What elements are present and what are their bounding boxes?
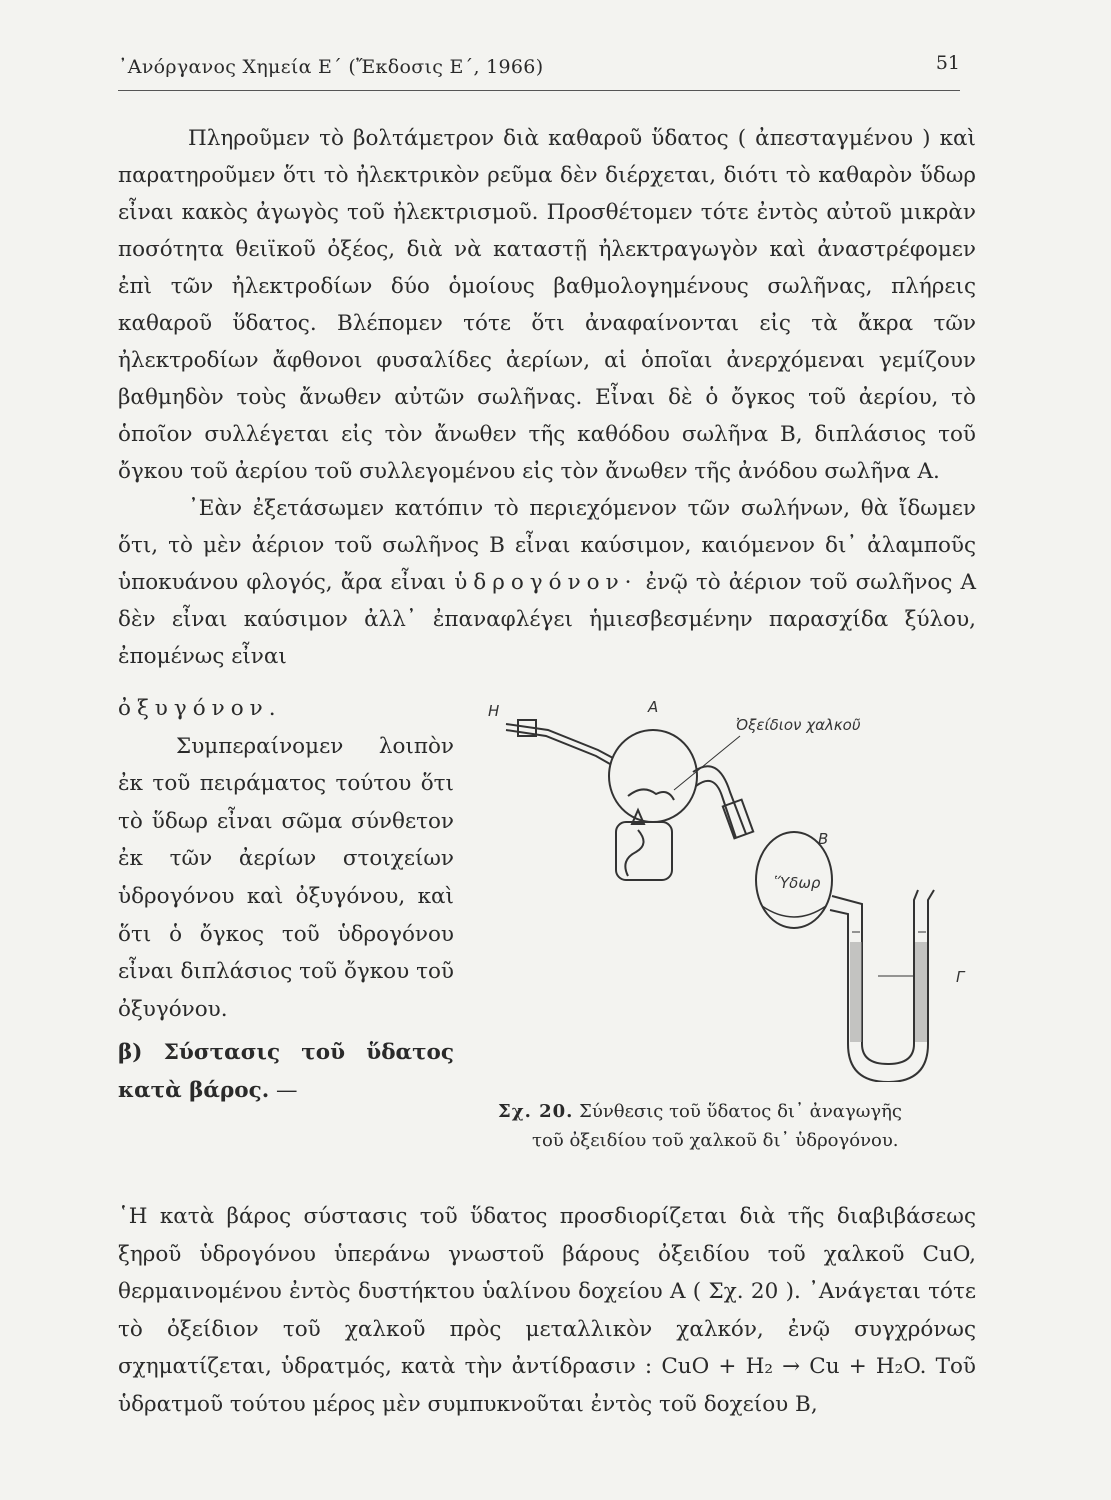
caption-text-2: τοῦ ὀξειδίου τοῦ χαλκοῦ δι᾿ ὑδρογόνου. [532, 1130, 899, 1151]
rubber-joint [723, 800, 753, 839]
figure-caption [498, 1097, 978, 1155]
figure-20 [478, 692, 983, 1082]
label-water: Ὕδωρ [774, 874, 821, 892]
figure-number: Σχ. 20. [498, 1101, 574, 1122]
caption-text-1: Σύνθεσις τοῦ ὕδατος δι᾿ ἀναγωγῆς [579, 1101, 902, 1122]
label-g: Γ [956, 968, 965, 986]
label-h: Η [488, 702, 500, 720]
copper-oxide-pile [628, 789, 674, 800]
apparatus-diagram [478, 692, 983, 1082]
paragraph-3: Συμπεραίνομεν λοιπὸν ἐκ τοῦ πειράματος τούτου ὅτι τὸ ὕδωρ εἶναι σῶμα σύνθετον ἐκ τῶν ἀερίων στοιχείων ὑδρογόνου καὶ ὀξυγόνου, καὶ ὅτι ὁ ὄγκος τοῦ ὑδρογόνου εἶναι διπλάσιος τοῦ ὄγκου τοῦ ὀξυγόνου. [118, 733, 454, 1022]
running-title: ᾿Ανόργανος Χημεία Ε΄ (Ἔκδοσις Ε΄, 1966) [118, 56, 544, 78]
paragraph-4-start [118, 1034, 454, 1109]
paragraph-2-mid: ἐνῷ τὸ ἀέριον τοῦ σωλῆνος Α δὲν εἶναι καύσιμον ἀλλ᾿ ἐπαναφλέγει ἡμιεσβεσμένην παρασχίδα ξύλου, ἐπομένως εἶναι [118, 570, 977, 669]
word-hydrogen: ὑδρογόνον· [454, 570, 638, 595]
word-oxygen: ὀξυγόνον. [118, 696, 282, 721]
running-header [118, 44, 960, 91]
left-column-text [118, 690, 454, 1110]
burner-coil [625, 830, 643, 876]
label-a: Α [648, 698, 659, 716]
oxygen-line [118, 690, 454, 728]
section-dash: — [269, 1077, 298, 1103]
page-number: 51 [935, 52, 960, 74]
paragraph-1: Πληροῦμεν τὸ βολτάμετρον διὰ καθαροῦ ὕδατος ( ἀπεσταγμένου ) καὶ παρατηροῦμεν ὅτι τὸ ἠλεκτρικὸν ρεῦμα δὲν διέρχεται, διότι τὸ καθαρὸν ὕδωρ εἶναι κακὸς ἀγωγὸς τοῦ ἠλεκτρισμοῦ. Προσθέτομεν τότε ἐντὸς αὐτοῦ μικρὰν ποσότητα θειϊκοῦ ὀξέος, διὰ νὰ καταστῇ ἠλεκτραγωγὸν καὶ ἀναστρέφομεν ἐπὶ τῶν ἠλεκτροδίων δύο ὁμοίους βαθμολογημένους σωλῆνας, πλήρεις καθαροῦ ὕδατος. Βλέπομεν τότε ὅτι ἀναφαίνονται εἰς τὰ ἄκρα τῶν ἠλεκτροδίων ἄφθονοι φυσαλίδες ἀερίων, αἱ ὁποῖαι ἀνερχόμεναι γεμίζουν βαθμηδὸν τοὺς ἄνωθεν αὐτῶν σωλῆνας. Εἶναι δὲ ὁ ὄγκος τοῦ ἀερίου, τὸ ὁποῖον συλλέγεται εἰς τὸν ἄνωθεν τῆς καθόδου σωλῆνα Β, διπλάσιος τοῦ ὄγκου τοῦ ἀερίου τοῦ συλλεγομένου εἰς τὸν ἄνωθεν τῆς ἀνόδου σωλῆνα Α. [118, 126, 976, 484]
paragraph-4: ῾Η κατὰ βάρος σύστασις τοῦ ὕδατος προσδιορίζεται διὰ τῆς διαβιβάσεως ξηροῦ ὑδρογόνου ὑπεράνω γνωστοῦ βάρους ὀξειδίου τοῦ χαλκοῦ CuO, θερμαινομένου ἐντὸς δυστήκτου ὑαλίνου δοχείου Α ( Σχ. 20 ). ᾿Ανάγεται τότε τὸ ὀξείδιον τοῦ χαλκοῦ πρὸς μεταλλικὸν χαλκόν, ἐνῷ συγχρόνως σχηματίζεται, ὑδρατμός, κατὰ τὴν ἀντίδρασιν : CuO + H₂ → Cu + H₂O. Τοῦ ὑδρατμοῦ τούτου μέρος μὲν συμπυκνοῦται ἐντὸς τοῦ δοχείου Β, [118, 1204, 976, 1417]
section-heading: β) Σύστασις τοῦ ὕδατος κατὰ βάρος. [118, 1040, 454, 1103]
main-text-top [118, 120, 976, 675]
caption-line-1 [498, 1097, 978, 1126]
label-b: Β [818, 830, 829, 848]
paragraph-2-start: ᾿Εὰν ἐξετάσωμεν κατόπιν τὸ περιεχόμενον τῶν σωλήνων, θὰ ἴδωμεν ὅτι, τὸ μὲν ἀέριον τοῦ σωλῆνος Β εἶναι καύσιμον, καιόμενον δι᾿ ἀλαμποῦς ὑποκυάνου φλογός, ἄρα εἶναι [118, 496, 976, 595]
main-text-bottom [118, 1198, 976, 1424]
burner [616, 822, 672, 880]
u-tube [832, 890, 918, 1064]
vessel-a [609, 730, 697, 822]
paragraph-2 [118, 490, 976, 675]
label-copper-oxide: Ὀξείδιον χαλκοῦ [736, 716, 861, 734]
